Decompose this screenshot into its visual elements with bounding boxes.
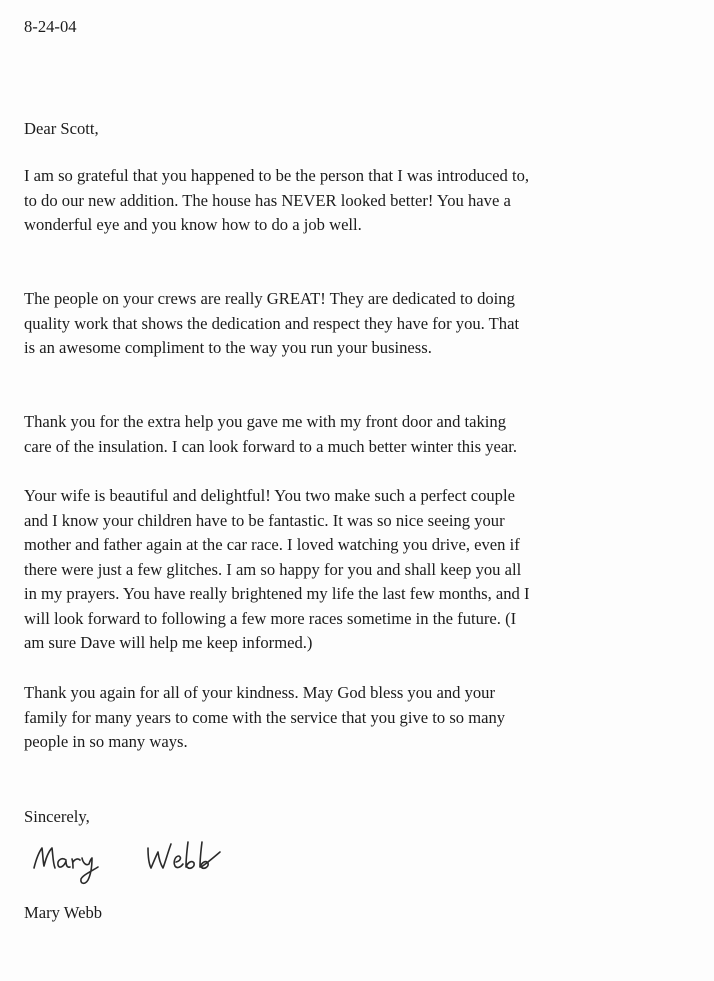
paragraph-line: will look forward to following a few more races sometime in the future. (I xyxy=(24,608,517,628)
body-paragraph xyxy=(24,287,519,361)
body-paragraph xyxy=(24,410,517,459)
paragraph-line: and I know your children have to be fantastic. It was so nice seeing your xyxy=(24,510,505,530)
letter-date: 8-24-04 xyxy=(24,17,77,36)
body-paragraph xyxy=(24,681,505,755)
paragraph-line: in my prayers. You have really brightened my life the last few months, and I xyxy=(24,584,530,603)
paragraph-line: wonderful eye and you know how to do a job well. xyxy=(24,215,362,234)
paragraph-line: mother and father again at the car race. I loved watching you drive, even if xyxy=(24,535,520,554)
paragraph-line: is an awesome compliment to the way you run your business. xyxy=(24,338,432,357)
paragraph-line: there were just a few glitches. I am so happy for you and shall keep you all xyxy=(24,559,522,579)
paragraph-line: care of the insulation. I can look forward to a much better winter this year. xyxy=(24,436,518,456)
paragraph-line: quality work that shows the dedication and respect they have for you. That xyxy=(24,313,520,333)
paragraph-line: Your wife is beautiful and delightful! You two make such a perfect couple xyxy=(24,486,515,505)
paragraph-line: family for many years to come with the service that you give to so many xyxy=(24,707,506,727)
body-paragraph xyxy=(24,484,530,656)
signer-name: Mary Webb xyxy=(24,903,103,922)
paragraph-line: Thank you for the extra help you gave me with my front door and taking xyxy=(24,412,507,431)
salutation: Dear Scott, xyxy=(24,119,99,138)
paragraph-line: to do our new addition. The house has NEVER looked better! You have a xyxy=(24,190,511,210)
closing: Sincerely, xyxy=(24,807,90,826)
paragraph-line: am sure Dave will help me keep informed.) xyxy=(24,633,313,652)
paragraph-line: The people on your crews are really GREAT! They are dedicated to doing xyxy=(24,289,515,308)
paragraph-line: people in so many ways. xyxy=(24,732,188,751)
paragraph-line: Thank you again for all of your kindness. May God bless you and your xyxy=(24,683,495,702)
handwritten-signature xyxy=(30,834,250,890)
paragraph-line: I am so grateful that you happened to be the person that I was introduced to, xyxy=(24,166,530,185)
body-paragraph xyxy=(24,164,529,238)
